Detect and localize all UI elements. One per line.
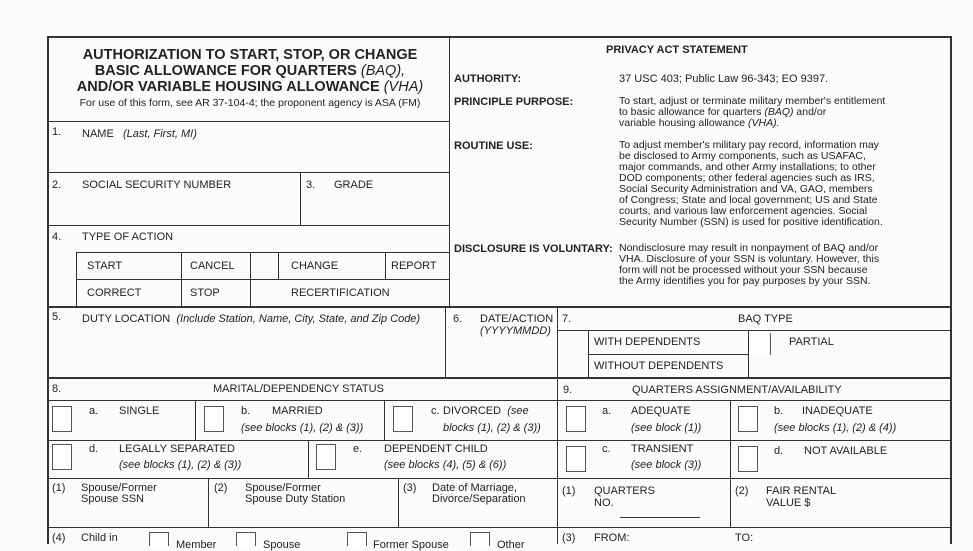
not-available-checkbox[interactable] xyxy=(738,446,758,472)
purpose-line-3a: variable housing allowance xyxy=(619,117,748,129)
routine-line: DOD components; other federal agencies such as IRS, xyxy=(619,172,875,184)
single-checkbox[interactable] xyxy=(52,406,72,432)
purpose-line-2a: to basic allowance for quarters xyxy=(619,106,765,118)
purpose-line-1: To start, adjust or terminate military member's entitlement xyxy=(619,95,886,107)
block-1-number: 1. xyxy=(52,126,62,138)
block-7-label: BAQ TYPE xyxy=(738,313,793,325)
purpose-line-3b: (VHA). xyxy=(748,117,780,129)
rule xyxy=(308,440,309,478)
block-7-number: 7. xyxy=(562,313,572,325)
rule xyxy=(385,252,386,279)
rule xyxy=(181,252,182,306)
rule xyxy=(48,527,951,528)
title-line-3b: (VHA) xyxy=(383,79,424,95)
rule xyxy=(445,307,446,377)
action-start[interactable]: START xyxy=(87,260,123,272)
marriage-date-number: (3) xyxy=(403,482,417,494)
married-checkbox[interactable] xyxy=(204,406,224,432)
rule xyxy=(730,400,731,527)
purpose-line-2b: (BAQ) xyxy=(764,106,794,118)
title-line-3 xyxy=(50,79,450,95)
married-hint: (see blocks (1), (2) & (3)) xyxy=(241,422,364,434)
legally-separated-hint: (see blocks (1), (2) & (3)) xyxy=(119,459,242,471)
authority-text: 37 USC 403; Public Law 96-343; EO 9397. xyxy=(619,73,829,85)
purpose-line-2c: and/or xyxy=(793,106,827,118)
rule xyxy=(76,252,449,253)
child-member-label: Member xyxy=(176,539,217,551)
marital-b: b. xyxy=(241,405,251,417)
marital-a: a. xyxy=(89,405,99,417)
marriage-date-field[interactable] xyxy=(400,506,556,526)
single-label: SINGLE xyxy=(119,405,160,417)
rule xyxy=(195,400,196,440)
inadequate-hint: (see blocks (1), (2) & (4)) xyxy=(774,422,897,434)
disclosure-label: DISCLOSURE IS VOLUNTARY: xyxy=(454,243,613,255)
action-report[interactable]: REPORT xyxy=(391,260,437,272)
block-1-label-text: NAME xyxy=(82,128,114,140)
rule xyxy=(48,306,951,308)
partial-checkbox[interactable] xyxy=(751,333,771,355)
block-4-label: TYPE OF ACTION xyxy=(82,231,174,243)
quarters-c: c. xyxy=(602,443,611,455)
divorced-hint-1: (see xyxy=(507,405,529,417)
not-available-label: NOT AVAILABLE xyxy=(804,445,888,457)
rental-value-field[interactable] xyxy=(810,494,948,512)
divorced-checkbox[interactable] xyxy=(393,406,413,432)
title-line-3a: AND/OR VARIABLE HOUSING ALLOWANCE xyxy=(76,79,384,95)
routine-line: To adjust member's military pay record, information may xyxy=(619,139,879,151)
disclosure-line: form will not be processed without your SSN because xyxy=(619,264,868,276)
form-outer-right xyxy=(950,36,952,544)
rental-value-label-2: VALUE $ xyxy=(766,497,811,509)
to-label: TO: xyxy=(735,532,754,544)
ssn-field[interactable] xyxy=(49,192,299,224)
authority-label: AUTHORITY: xyxy=(454,73,522,85)
from-label: FROM: xyxy=(594,532,630,544)
quarters-no-input-line[interactable] xyxy=(620,517,700,518)
block-8-label: MARITAL/DEPENDENCY STATUS xyxy=(213,383,384,395)
block-6-label: DATE/ACTION xyxy=(480,313,554,325)
duty-location-field[interactable] xyxy=(49,327,444,376)
rule xyxy=(558,330,951,331)
marital-e: e. xyxy=(353,443,363,455)
dependent-child-hint: (see blocks (4), (5) & (6)) xyxy=(384,459,507,471)
marriage-date-label-1: Date of Marriage, xyxy=(432,482,517,494)
rule xyxy=(76,279,449,280)
spouse-duty-label-1: Spouse/Former xyxy=(245,482,321,494)
form-outer-left xyxy=(47,36,49,544)
inadequate-label: INADEQUATE xyxy=(802,405,873,417)
name-field[interactable] xyxy=(49,140,448,171)
block-6-hint: (YYYYMMDD) xyxy=(480,325,551,337)
quarters-b: b. xyxy=(774,405,784,417)
rental-value-number: (2) xyxy=(735,485,749,497)
rule xyxy=(588,330,589,377)
from-to-number: (3) xyxy=(562,532,576,544)
block-1-label xyxy=(82,128,197,140)
block-1-hint: (Last, First, MI) xyxy=(122,128,197,140)
privacy-heading: PRIVACY ACT STATEMENT xyxy=(606,44,748,56)
title-line-1: AUTHORIZATION TO START, STOP, OR CHANGE xyxy=(82,47,418,63)
routine-line: Social Security Administration and VA, GAO, members xyxy=(619,183,873,195)
rule xyxy=(48,440,951,441)
dependent-child-checkbox[interactable] xyxy=(316,444,336,470)
rule xyxy=(250,252,251,306)
form-outer-top xyxy=(47,36,952,38)
spouse-ssn-number: (1) xyxy=(52,482,66,494)
rule xyxy=(748,330,749,377)
block-5-label xyxy=(82,313,420,325)
with-dependents[interactable]: WITH DEPENDENTS xyxy=(594,336,701,348)
action-stop[interactable]: STOP xyxy=(190,287,220,299)
child-former-spouse-label: Former Spouse xyxy=(373,539,449,551)
child-spouse-label: Spouse xyxy=(263,539,301,551)
adequate-label: ADEQUATE xyxy=(631,405,691,417)
rule xyxy=(278,252,279,279)
routine-line: courts, and various law enforcement agencies. Social xyxy=(619,205,868,217)
married-label: MARRIED xyxy=(272,405,323,417)
routine-label: ROUTINE USE: xyxy=(454,140,533,152)
action-change[interactable]: CHANGE xyxy=(291,260,339,272)
rule xyxy=(300,172,301,225)
block-4-number: 4. xyxy=(52,231,62,243)
action-correct[interactable]: CORRECT xyxy=(87,287,142,299)
spouse-ssn-field[interactable] xyxy=(49,506,207,526)
block-3-label: GRADE xyxy=(334,179,374,191)
routine-line: Security Number (SSN) is used for positive identification. xyxy=(619,216,883,228)
transient-checkbox[interactable] xyxy=(566,446,586,472)
quarters-a: a. xyxy=(602,405,612,417)
block-5-label-text: DUTY LOCATION xyxy=(82,313,171,325)
block-2-number: 2. xyxy=(52,179,62,191)
form-subtitle: For use of this form, see AR 37-104-4; the proponent agency is ASA (FM) xyxy=(79,97,421,109)
action-recertification[interactable]: RECERTIFICATION xyxy=(291,287,390,299)
legally-separated-checkbox[interactable] xyxy=(52,444,72,470)
block-8-number: 8. xyxy=(52,383,62,395)
rule xyxy=(588,354,748,355)
child-in-number: (4) xyxy=(52,532,66,544)
marriage-date-label-2: Divorce/Separation xyxy=(432,493,526,505)
quarters-no-number: (1) xyxy=(562,485,576,497)
routine-line: of Congress; State and local government; US and State xyxy=(619,194,878,206)
divorced-label-text: DIVORCED xyxy=(443,405,502,417)
purpose-label: PRINCIPLE PURPOSE: xyxy=(454,96,574,108)
spouse-duty-field[interactable] xyxy=(210,506,397,526)
block-5-hint: (Include Station, Name, City, State, and Zip Code) xyxy=(176,313,421,325)
rule xyxy=(48,225,449,226)
block-6-number: 6. xyxy=(453,313,463,325)
spouse-ssn-label-1: Spouse/Former xyxy=(81,482,157,494)
transient-hint: (see block (3)) xyxy=(631,459,702,471)
adequate-checkbox[interactable] xyxy=(566,406,586,432)
inadequate-checkbox[interactable] xyxy=(738,406,758,432)
spouse-duty-label-2: Spouse Duty Station xyxy=(245,493,346,505)
rule xyxy=(48,172,449,173)
quarters-no-label-1: QUARTERS xyxy=(594,485,655,497)
divorced-label xyxy=(443,405,529,417)
child-in-label: Child in xyxy=(81,532,118,544)
block-9-number: 9. xyxy=(563,384,573,396)
marital-c: c. xyxy=(431,405,440,417)
rule xyxy=(48,400,951,401)
legally-separated-label: LEGALLY SEPARATED xyxy=(119,443,235,455)
rule xyxy=(557,307,558,544)
quarters-no-label-2: NO. xyxy=(594,497,614,509)
child-other-label: Other xyxy=(497,539,525,551)
block-9-label: QUARTERS ASSIGNMENT/AVAILABILITY xyxy=(632,384,842,396)
divorced-hint-2: blocks (1), (2) & (3)) xyxy=(443,422,541,434)
disclosure-line: the Army identifies you for pay purposes by your SSN. xyxy=(619,275,871,287)
rental-value-label-1: FAIR RENTAL xyxy=(766,485,837,497)
rule xyxy=(48,121,449,122)
routine-line: major commands, and other Army installations; to other xyxy=(619,161,876,173)
block-5-number: 5. xyxy=(52,311,62,323)
rule xyxy=(48,478,951,479)
disclosure-line: Nondisclosure may result in nonpayment of BAQ and/or xyxy=(619,242,879,254)
title-line-2 xyxy=(50,63,450,79)
transient-label: TRANSIENT xyxy=(631,443,694,455)
grade-field[interactable] xyxy=(302,192,448,224)
spouse-duty-number: (2) xyxy=(214,482,228,494)
block-3-number: 3. xyxy=(306,179,316,191)
rule xyxy=(398,478,399,527)
action-cancel[interactable]: CANCEL xyxy=(190,260,235,272)
rule xyxy=(384,400,385,440)
routine-line: be disclosed to Army components, such as USAFAC, xyxy=(619,150,866,162)
purpose-line-3 xyxy=(619,118,780,129)
dependent-child-label: DEPENDENT CHILD xyxy=(384,443,488,455)
rule xyxy=(76,252,77,306)
quarters-d: d. xyxy=(774,445,784,457)
rule xyxy=(48,377,951,379)
block-2-label: SOCIAL SECURITY NUMBER xyxy=(82,179,232,191)
adequate-hint: (see block (1)) xyxy=(631,422,702,434)
rule xyxy=(208,478,209,527)
title-line-2b: (BAQ), xyxy=(360,63,406,79)
date-action-field[interactable] xyxy=(447,340,556,376)
partial-label: PARTIAL xyxy=(789,336,834,348)
spouse-ssn-label-2: Spouse SSN xyxy=(81,493,144,505)
disclosure-line: VHA. Disclosure of your SSN is voluntary. However, this xyxy=(619,253,880,265)
title-line-2a: BASIC ALLOWANCE FOR QUARTERS xyxy=(94,63,361,79)
without-dependents[interactable]: WITHOUT DEPENDENTS xyxy=(594,360,724,372)
marital-d: d. xyxy=(89,443,99,455)
